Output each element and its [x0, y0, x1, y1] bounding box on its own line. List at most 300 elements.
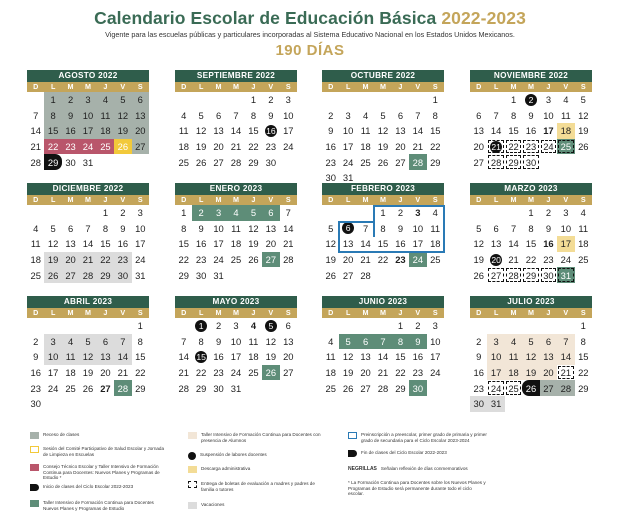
day-cell: 2 — [62, 92, 79, 108]
weekday-label: S — [432, 195, 438, 204]
day-cell: 6 — [357, 334, 374, 350]
day-cell: 18 — [65, 367, 76, 379]
weekday-label: S — [432, 82, 438, 91]
empty-cell — [505, 318, 522, 334]
weekday-label: L — [493, 195, 499, 204]
day-grid — [322, 92, 444, 186]
day-cell: 12 — [265, 335, 277, 347]
day-cell: 23 — [195, 254, 207, 266]
weekday-label: S — [137, 195, 143, 204]
day-cell: 19 — [578, 125, 589, 137]
day-cell: 21 — [360, 254, 371, 266]
weekday-label: M — [362, 82, 369, 91]
weekday-label: M — [84, 308, 91, 317]
day-cell: 27 — [262, 252, 279, 268]
legend-text: Señalan reflexión de días conmemorativos — [380, 466, 468, 471]
day-cell: 24 — [47, 382, 59, 394]
day-cell: 22 — [97, 252, 114, 268]
legend — [30, 432, 610, 514]
day-cell: 13 — [360, 351, 371, 363]
weekday-label: J — [103, 82, 108, 91]
empty-cell — [540, 318, 557, 334]
day-cell: 16 — [525, 125, 537, 137]
legend-item — [348, 466, 488, 472]
day-cell: 8 — [250, 109, 257, 121]
day-cell: 26 — [44, 267, 61, 283]
weekday-label: L — [493, 308, 499, 317]
day-cell: 11 — [248, 335, 259, 347]
day-cell: 7 — [415, 109, 421, 121]
day-cell: 29 — [178, 269, 189, 281]
weekday-label: J — [103, 308, 108, 317]
day-cell: 27 — [395, 156, 406, 168]
day-cell: 10 — [543, 109, 554, 121]
day-cell: 10 — [79, 108, 96, 124]
day-cell: 25 — [230, 254, 242, 266]
day-cell: 29 — [578, 382, 589, 394]
day-cell: 5 — [114, 92, 131, 108]
legend-text: Preinscripción a preescolar, primer grado de primaria y primer grado de secundaria para el Ciclo Escolar 2023-2024 — [361, 432, 487, 443]
weekday-label: D — [181, 308, 187, 317]
legend-item — [30, 464, 170, 481]
day-cell: 11 — [560, 109, 571, 121]
weekday-label: M — [362, 308, 369, 317]
empty-cell — [44, 205, 61, 221]
weekday-label: J — [398, 308, 403, 317]
day-cell — [262, 318, 279, 334]
day-cell: 14 — [360, 238, 371, 250]
day-cell: 23 — [543, 254, 554, 266]
day-cell: 23 — [395, 254, 406, 266]
weekday-label: V — [415, 195, 421, 204]
day-cell: 13 — [283, 335, 294, 347]
day-cell: 25 — [430, 254, 441, 266]
day-cell: 20 — [62, 252, 79, 268]
day-cell: 30 — [522, 154, 539, 170]
day-cell: 19 — [82, 367, 94, 379]
day-cell: 29 — [395, 382, 406, 394]
weekday-label: D — [476, 308, 482, 317]
weekday-label: D — [476, 82, 482, 91]
day-grid — [470, 205, 592, 283]
day-cell: 4 — [62, 334, 79, 350]
day-cell: 27 — [342, 269, 354, 281]
day-cell: 11 — [430, 222, 441, 234]
day-grid — [27, 92, 149, 170]
weekday-label: V — [415, 82, 421, 91]
title-year: 2022-2023 — [441, 8, 526, 28]
day-cell: 17 — [230, 351, 242, 363]
legend-item — [348, 432, 488, 443]
day-cell: 18 — [230, 238, 242, 250]
empty-cell — [505, 205, 522, 221]
day-cell: 2 — [268, 94, 274, 106]
empty-cell — [487, 205, 504, 221]
weekday-header — [322, 195, 444, 205]
day-cell: 2 — [397, 207, 404, 219]
empty-cell — [27, 318, 44, 334]
day-cell: 6 — [397, 109, 404, 121]
empty-cell — [487, 92, 504, 108]
empty-cell — [487, 318, 504, 334]
day-cell: 27 — [132, 139, 149, 155]
day-cell: 11 — [505, 349, 522, 365]
day-cell: 31 — [213, 269, 224, 281]
day-cell: 26 — [82, 382, 94, 394]
legend-swatch — [30, 500, 39, 507]
weekday-label: D — [181, 195, 187, 204]
day-cell: 31 — [557, 267, 574, 283]
suspension-marker: 5 — [265, 320, 277, 332]
weekday-label: M — [67, 308, 74, 317]
month-name: NOVIEMBRE 2022 — [470, 70, 592, 82]
day-cell: 27 — [473, 156, 484, 168]
month-septiembre-2022 — [175, 70, 297, 170]
day-cell: 12 — [325, 238, 336, 250]
day-cell: 5 — [580, 94, 586, 106]
day-cell: 24 — [342, 156, 354, 168]
day-cell: 21 — [557, 365, 574, 381]
day-grid — [175, 318, 297, 396]
weekday-label: M — [510, 82, 517, 91]
day-cell: 24 — [430, 367, 441, 379]
suspension-marker: 16 — [266, 125, 276, 136]
day-cell: 10 — [213, 222, 224, 234]
day-cell: 6 — [97, 334, 114, 350]
legend-item — [188, 432, 328, 443]
day-cell: 1 — [397, 320, 404, 332]
day-cell: 18 — [178, 141, 189, 153]
day-cell: 12 — [47, 238, 59, 250]
day-cell: 7 — [493, 109, 499, 121]
day-cell: 12 — [114, 108, 131, 124]
legend-text: Inicio de clases del Ciclo Escolar 2022-2023 — [43, 484, 134, 489]
day-cell: 16 — [62, 123, 79, 139]
day-cell: 24 — [135, 254, 146, 266]
day-cell: 30 — [325, 172, 336, 184]
day-cell: 3 — [79, 92, 96, 108]
day-cell: 28 — [178, 382, 189, 394]
day-cell: 1 — [44, 92, 61, 108]
month-name: ABRIL 2023 — [27, 296, 149, 308]
weekday-label: S — [137, 308, 143, 317]
weekday-label: V — [120, 82, 126, 91]
day-cell: 30 — [540, 267, 557, 283]
weekday-label: M — [379, 82, 386, 91]
month-abril-2023 — [27, 296, 149, 412]
day-cell: 9 — [397, 222, 404, 234]
day-grid — [470, 92, 592, 170]
month-name: MAYO 2023 — [175, 296, 297, 308]
day-cell: 7 — [85, 222, 91, 234]
day-cell: 5 — [328, 222, 334, 234]
day-cell: 28 — [557, 380, 574, 396]
day-cell: 18 — [248, 351, 259, 363]
weekday-label: S — [580, 308, 586, 317]
day-cell: 24 — [230, 367, 242, 379]
day-grid — [322, 318, 444, 396]
day-cell: 15 — [44, 123, 61, 139]
empty-cell — [470, 205, 487, 221]
day-cell: 8 — [510, 109, 517, 121]
month-agosto-2022 — [27, 70, 149, 170]
weekday-label: M — [379, 308, 386, 317]
day-cell: 20 — [360, 367, 371, 379]
day-cell: 6 — [493, 222, 499, 234]
day-cell: 15 — [100, 238, 111, 250]
weekday-label: D — [33, 195, 39, 204]
day-cell: 23 — [114, 252, 131, 268]
day-cell: 18 — [578, 238, 589, 250]
weekday-label: S — [432, 308, 438, 317]
day-cell: 2 — [545, 207, 552, 219]
month-junio-2023 — [322, 296, 444, 396]
day-cell: 9 — [268, 109, 274, 121]
day-grid — [27, 205, 149, 283]
day-cell: 4 — [181, 109, 187, 121]
legend-text: Sesión del Comité Participativo de Salud Escolar y Jornada de Limpieza en Escuelas — [43, 446, 165, 457]
weekday-label: D — [476, 195, 482, 204]
day-cell: 28 — [487, 154, 504, 170]
weekday-label: L — [345, 195, 351, 204]
day-cell: 13 — [540, 349, 557, 365]
day-cell: 29 — [97, 267, 114, 283]
weekday-header — [27, 308, 149, 318]
weekday-header — [322, 82, 444, 92]
day-cell: 3 — [44, 334, 61, 350]
day-cell: 17 — [543, 125, 554, 137]
day-cell: 3 — [137, 207, 143, 219]
day-cell: 5 — [79, 334, 96, 350]
legend-item — [348, 450, 488, 457]
day-cell: 19 — [44, 252, 61, 268]
day-cell: 15 — [178, 238, 189, 250]
day-cell: 5 — [198, 109, 204, 121]
day-cell: 28 — [79, 267, 96, 283]
day-cell: 16 — [195, 238, 207, 250]
day-cell: 16 — [213, 351, 224, 363]
legend-text: Entrega de boletas de evaluación a madres y padres de familia o tutores — [201, 481, 315, 492]
empty-cell — [409, 92, 426, 108]
weekday-label: S — [285, 82, 291, 91]
day-cell: 30 — [470, 396, 487, 412]
weekday-label: M — [232, 82, 239, 91]
day-cell: 20 — [342, 254, 354, 266]
weekday-label: D — [328, 82, 334, 91]
weekday-label: M — [379, 195, 386, 204]
day-cell: 23 — [473, 382, 484, 394]
page-subtitle: Vigente para las escuelas públicas y particulares incorporadas al Sistema Educativo Nacional en los Estados Unidos Mexicanos. — [105, 30, 515, 39]
weekday-label: D — [33, 82, 39, 91]
day-cell: 2 — [215, 320, 222, 332]
weekday-label: V — [563, 195, 569, 204]
legend-item — [188, 452, 328, 460]
day-cell: 13 — [213, 125, 224, 137]
day-cell: 16 — [473, 367, 484, 379]
day-cell: 11 — [578, 222, 589, 234]
day-cell: 10 — [430, 335, 441, 347]
weekday-header — [322, 308, 444, 318]
weekday-header — [175, 308, 297, 318]
day-cell: 21 — [79, 252, 96, 268]
day-cell: 7 — [510, 222, 517, 234]
legend-text: Descarga administrativa — [201, 466, 251, 471]
weekday-label: D — [328, 308, 334, 317]
suspension-marker: 15 — [196, 351, 206, 362]
day-cell: 17 — [283, 125, 294, 137]
day-cell: 15 — [525, 238, 537, 250]
day-cell — [522, 92, 539, 108]
empty-cell — [192, 92, 209, 108]
day-cell: 30 — [30, 398, 41, 410]
day-cell: 20 — [395, 141, 406, 153]
legend-swatch — [348, 450, 357, 457]
day-cell: 9 — [198, 222, 204, 234]
day-cell: 19 — [195, 141, 207, 153]
month-name: JULIO 2023 — [470, 296, 592, 308]
day-cell: 21 — [117, 367, 129, 379]
weekday-label: M — [67, 195, 74, 204]
day-cell: 12 — [377, 125, 389, 137]
day-cell: 28 — [283, 254, 294, 266]
empty-cell — [339, 205, 356, 221]
suspension-marker: 1 — [195, 320, 207, 332]
weekday-header — [27, 195, 149, 205]
day-cell: 27 — [283, 367, 294, 379]
day-cell: 19 — [265, 351, 277, 363]
day-cell: 11 — [97, 108, 114, 124]
day-cell: 6 — [285, 320, 291, 332]
weekday-label: D — [181, 82, 187, 91]
legend-text: Fin de clases del Ciclo Escolar 2022-2023 — [361, 450, 447, 455]
empty-cell — [322, 92, 339, 108]
legend-swatch — [188, 432, 197, 439]
day-cell: 14 — [412, 125, 424, 137]
day-cell: 14 — [557, 349, 574, 365]
day-grid — [175, 205, 297, 283]
day-cell: 14 — [230, 125, 242, 137]
day-cell: 5 — [339, 334, 356, 350]
day-cell: 28 — [30, 156, 41, 168]
weekday-label: M — [84, 195, 91, 204]
day-cell: 26 — [473, 269, 484, 281]
day-cell: 26 — [325, 269, 336, 281]
day-cell: 9 — [528, 109, 534, 121]
day-cell: 11 — [325, 351, 336, 363]
weekday-header — [470, 82, 592, 92]
day-cell: 24 — [213, 254, 224, 266]
day-cell: 16 — [412, 351, 424, 363]
month-octubre-2022 — [322, 70, 444, 186]
day-cell: 18 — [430, 238, 441, 250]
weekday-header — [175, 195, 297, 205]
month-marzo-2023 — [470, 183, 592, 283]
legend-swatch — [188, 466, 197, 473]
weekday-label: M — [84, 82, 91, 91]
day-cell: 8 — [580, 335, 586, 347]
day-cell: 17 — [430, 351, 441, 363]
day-cell: 3 — [345, 109, 351, 121]
day-cell: 9 — [215, 335, 222, 347]
empty-cell — [357, 92, 374, 108]
legend-item — [188, 502, 328, 509]
day-cell: 27 — [360, 382, 371, 394]
day-cell: 1 — [250, 94, 257, 106]
day-grid — [27, 318, 149, 412]
day-cell: 9 — [409, 334, 426, 350]
day-cell: 1 — [528, 207, 534, 219]
day-cell: 29 — [195, 382, 207, 394]
weekday-label: M — [527, 195, 534, 204]
day-cell: 6 — [262, 205, 279, 221]
weekday-label: V — [120, 308, 126, 317]
day-grid — [175, 92, 297, 170]
day-cell: 2 — [192, 205, 209, 221]
suspension-marker: 2 — [525, 94, 537, 106]
weekday-header — [175, 82, 297, 92]
day-cell: 23 — [62, 139, 79, 155]
empty-cell — [44, 318, 61, 334]
day-cell: 1 — [510, 94, 517, 106]
weekday-label: V — [268, 82, 274, 91]
legend-text: Suspensión de labores docentes — [200, 452, 267, 457]
empty-cell — [114, 318, 131, 334]
day-cell: 30 — [265, 156, 277, 168]
day-cell: 12 — [522, 349, 539, 365]
day-cell: 10 — [412, 222, 424, 234]
legend-text: Receso de clases — [43, 432, 80, 437]
day-cell: 17 — [412, 238, 424, 250]
weekday-label: M — [215, 308, 222, 317]
day-cell: 4 — [328, 335, 334, 347]
day-cell: 28 — [360, 269, 371, 281]
month-name: DICIEMBRE 2022 — [27, 183, 149, 195]
weekday-label: D — [33, 308, 39, 317]
empty-cell — [79, 318, 96, 334]
weekday-label: V — [563, 308, 569, 317]
day-cell: 24 — [79, 139, 96, 155]
day-cell: 6 — [132, 92, 149, 108]
day-cell: 22 — [248, 141, 259, 153]
weekday-label: L — [198, 82, 204, 91]
weekday-label: J — [251, 82, 256, 91]
empty-cell — [557, 318, 574, 334]
day-cell: 25 — [325, 382, 336, 394]
day-cell: 9 — [33, 351, 39, 363]
month-name: ENERO 2023 — [175, 183, 297, 195]
day-cell: 27 — [540, 380, 557, 396]
day-cell: 29 — [522, 267, 539, 283]
legend-item — [30, 432, 170, 439]
day-cell: 2 — [476, 335, 482, 347]
day-cell: 8 — [137, 335, 143, 347]
day-cell: 14 — [30, 125, 41, 137]
empty-cell — [357, 318, 374, 334]
day-cell: 13 — [395, 125, 406, 137]
month-name: FEBRERO 2023 — [322, 183, 444, 195]
day-cell: 30 — [114, 267, 131, 283]
day-cell — [192, 318, 209, 334]
day-cell: 30 — [409, 380, 426, 396]
day-cell: 29 — [248, 156, 259, 168]
empty-cell — [227, 92, 244, 108]
day-cell: 23 — [412, 367, 424, 379]
day-cell: 3 — [563, 207, 569, 219]
day-cell: 25 — [97, 139, 114, 155]
day-cell: 14 — [114, 349, 131, 365]
calendar-header — [0, 8, 620, 59]
day-cell: 18 — [97, 123, 114, 139]
